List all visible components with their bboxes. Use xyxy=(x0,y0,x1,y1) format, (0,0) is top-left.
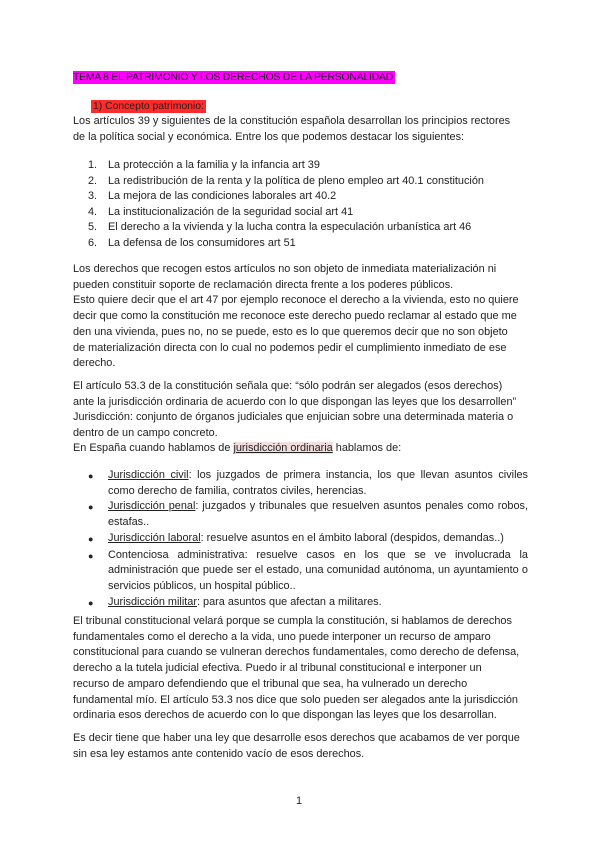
jurisdictions-list xyxy=(88,468,528,611)
jurisdiction-item xyxy=(88,548,528,595)
jurisdiction-text xyxy=(108,499,528,530)
bullet-icon: ● xyxy=(88,471,94,481)
principle-item xyxy=(88,205,484,221)
bullet-icon: ● xyxy=(88,502,94,513)
jurisdiction-item xyxy=(88,468,528,499)
jurisdiction-term: Contenciosa administrativa xyxy=(108,548,245,561)
principle-item xyxy=(88,189,484,205)
page-number: 1 xyxy=(296,795,303,807)
section-heading: 1) Concepto patrimonio: xyxy=(93,101,204,112)
jurisdiction-description: : resuelve casos en los que se ve involucrada la administración que puede ser el estado, una comunidad autónoma, un ayuntamiento o servicios públicos, un hospital público.. xyxy=(108,548,528,592)
principle-number: 2. xyxy=(88,174,98,187)
paragraph-line: derecho a la tutela judicial efectiva. Puedo ir al tribunal constitucional e interponer un xyxy=(73,662,482,675)
paragraph-line: Jurisdicción: conjunto de órganos judiciales que enjuician sobre una determinada materia o xyxy=(73,411,514,424)
jurisdiction-item xyxy=(88,595,528,612)
principle-item xyxy=(88,174,484,190)
paragraph-line: Los artículos 39 y siguientes de la constitución española desarrollan los principios rectores xyxy=(73,115,511,127)
jurisdiction-term: Jurisdicción penal xyxy=(108,500,196,513)
jurisdiction-item xyxy=(88,531,528,548)
principle-text: La defensa de los consumidores art 51 xyxy=(108,236,296,249)
paragraph-line: decir que como la constitución me reconoce este derecho puedo reclamar al estado que me xyxy=(73,310,517,323)
principle-text: La redistribución de la renta y la política de pleno empleo art 40.1 constitución xyxy=(108,174,484,187)
document-title: TEMA 8 EL PATRIMONIO Y LOS DERECHOS DE LA PERSONALIDAD xyxy=(73,72,394,83)
principle-text: El derecho a la vivienda y la lucha contra la especulación urbanística art 46 xyxy=(108,221,472,234)
paragraph-line: ordinaria esos derechos de acuerdo con lo que dispongan las leyes que los desarrollan. xyxy=(73,709,497,722)
principle-text: La institucionalización de la seguridad social art 41 xyxy=(108,205,354,218)
jurisdiction-text xyxy=(108,595,528,612)
paragraph-line: Es decir tiene que haber una ley que desarrolle esos derechos que acabamos de ver porque xyxy=(73,732,520,744)
principle-number: 3. xyxy=(88,190,98,203)
principle-item xyxy=(88,236,484,252)
jurisdiction-text xyxy=(108,548,528,595)
jurisdiccion-ordinaria-highlight: jurisdicción ordinaria xyxy=(233,442,333,454)
paragraph-line: den una vivienda, pues no, no se puede, esto es lo que queremos decir que no son objeto xyxy=(73,325,508,338)
paragraph-line: Los derechos que recogen estos artículos no son objeto de inmediata materialización ni xyxy=(73,263,497,275)
principle-number: 1. xyxy=(88,159,98,171)
paragraph-line: recurso de amparo defendiendo que el tribunal que sea, ha vulnerado un derecho xyxy=(73,677,468,690)
jurisdiction-term: Jurisdicción laboral xyxy=(108,531,201,544)
paragraph-line: derecho. xyxy=(73,357,116,370)
paragraph-line: El tribunal constitucional velará porque se cumpla la constitución, si hablamos de derechos xyxy=(73,615,512,627)
principle-number: 5. xyxy=(88,221,98,234)
bullet-icon: ● xyxy=(88,597,94,608)
jurisdiction-intro-suffix: hablamos de: xyxy=(332,442,402,454)
jurisdiction-description: : resuelve asuntos en el ámbito laboral (despidos, demandas..) xyxy=(200,531,504,544)
intro-paragraph xyxy=(73,114,528,145)
jurisdiction-text xyxy=(108,468,528,499)
paragraph-line: dentro de un campo concreto. xyxy=(73,427,218,440)
paragraph-line: pueden constituir soporte de reclamación directa frente a los poderes públicos. xyxy=(73,278,454,291)
jurisdiction-item xyxy=(88,499,528,530)
paragraph-line: ante la jurisdicción ordinaria de acuerdo con lo que dispongan las leyes que los desarrollen” xyxy=(73,395,517,408)
jurisdiction-term: Jurisdicción militar xyxy=(108,595,197,608)
jurisdiction-term: Jurisdicción civil xyxy=(108,469,189,481)
paragraph-line: de la política social y económica. Entre los que podemos destacar los siguientes: xyxy=(73,130,465,143)
principle-number: 4. xyxy=(88,205,98,218)
principle-text: La protección a la familia y la infancia art 39 xyxy=(108,159,320,171)
jurisdiction-description: : los juzgados de primera instancia, los que llevan asuntos civiles como derecho de familia, contratos civiles, herencias. xyxy=(108,469,528,497)
principle-text: La mejora de las condiciones laborales art 40.2 xyxy=(108,190,337,203)
paragraph-article-53 xyxy=(73,379,528,442)
paragraph-jurisdiction-intro xyxy=(73,441,528,457)
paragraph-line: Esto quiere decir que el art 47 por ejemplo reconoce el derecho a la vivienda, esto no quiere xyxy=(73,294,519,307)
jurisdiction-text xyxy=(108,531,528,548)
principle-number: 6. xyxy=(88,236,98,249)
bullet-icon: ● xyxy=(88,550,94,561)
paragraph-line: fundamentales como el derecho a la vida, uno puede interponer un recurso de amparo xyxy=(73,630,491,643)
paragraph-tribunal-constitucional xyxy=(73,614,528,724)
jurisdiction-intro-text: En España cuando hablamos de xyxy=(73,442,234,454)
paragraph-line: sin esa ley estamos ante contenido vacío de esos derechos. xyxy=(73,747,365,760)
principles-list xyxy=(88,158,484,252)
bullet-icon: ● xyxy=(88,533,94,544)
paragraph-line: fundamental mío. El artículo 53.3 nos dice que solo pueden ser alegados ante la jurisdicción xyxy=(73,693,518,706)
principle-item xyxy=(88,220,484,236)
paragraph-line: El artículo 53.3 de la constitución señala que: “sólo podrán ser alegados (esos derechos) xyxy=(73,380,503,392)
jurisdiction-description: : juzgados y tribunales que resuelven asuntos penales como robos, estafas.. xyxy=(108,500,528,529)
paragraph-conclusion xyxy=(73,731,528,762)
paragraph-line: constitucional para cuando se vulneran derechos fundamentales, como derecho de defensa, xyxy=(73,646,520,659)
principle-item xyxy=(88,158,484,174)
paragraph-line: de materialización directa con lo cual no podemos pedir el cumplimiento inmediato de ese xyxy=(73,341,507,354)
jurisdiction-description: : para asuntos que afectan a militares. xyxy=(196,595,382,608)
paragraph-rights-not-claimable xyxy=(73,262,528,372)
